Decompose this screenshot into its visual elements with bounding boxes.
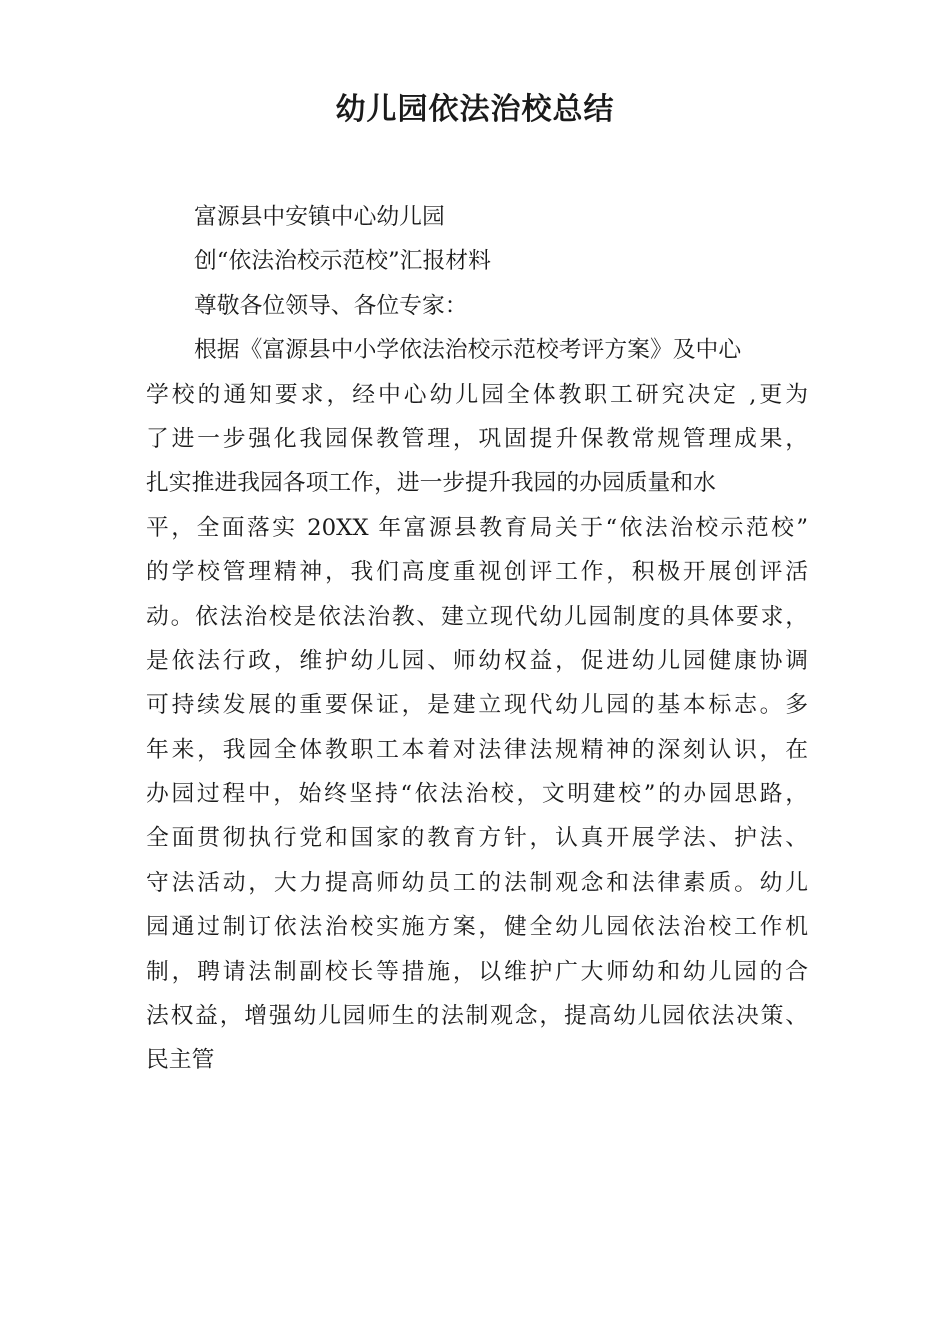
- paragraph-line: 学校的通知要求，经中心幼儿园全体教职工研究决定 ,更为: [146, 381, 808, 408]
- paragraph-line: 的学校管理精神，我们高度重视创评工作，积极开展创评活: [146, 559, 808, 586]
- paragraph-line: 园通过制订依法治校实施方案，健全幼儿园依法治校工作机: [146, 914, 808, 941]
- paragraph-line: 动。依法治校是依法治教、建立现代幼儿园制度的具体要求，: [146, 603, 808, 630]
- document-title: 幼儿园依法治校总结: [335, 92, 615, 127]
- paragraph-line: 制，聘请法制副校长等措施，以维护广大师幼和幼儿园的合: [146, 958, 808, 985]
- paragraph-line: 年来，我园全体教职工本着对法律法规精神的深刻认识，在: [146, 736, 808, 763]
- paragraph-line: 守法活动，大力提高师幼员工的法制观念和法律素质。幼儿: [146, 869, 808, 896]
- header-line-salutation: 尊敬各位领导、各位专家：: [194, 292, 468, 319]
- paragraph-line: 平，全面落实 20XX 年富源县教育局关于“依法治校示范校”: [146, 514, 808, 541]
- header-line-subject: 创“依法治校示范校”汇报材料: [194, 248, 491, 275]
- paragraph-line: 根据《富源县中小学依法治校示范校考评方案》及中心: [194, 337, 742, 364]
- paragraph-line: 民主管: [146, 1047, 215, 1074]
- paragraph-line: 了进一步强化我园保教管理，巩固提升保教常规管理成果，: [146, 425, 808, 452]
- paragraph-line: 可持续发展的重要保证，是建立现代幼儿园的基本标志。多: [146, 692, 808, 719]
- paragraph-line: 全面贯彻执行党和国家的教育方针，认真开展学法、护法、: [146, 825, 808, 852]
- paragraph-line: 是依法行政，维护幼儿园、师幼权益，促进幼儿园健康协调: [146, 647, 808, 674]
- header-line-org: 富源县中安镇中心幼儿园: [194, 204, 445, 230]
- paragraph-line: 办园过程中，始终坚持“依法治校，文明建校”的办园思路，: [146, 781, 808, 808]
- document-body: [146, 195, 808, 1083]
- paragraph-line: 扎实推进我园各项工作，进一步提升我园的办园质量和水: [146, 470, 716, 497]
- paragraph-line: 法权益，增强幼儿园师生的法制观念，提高幼儿园依法决策、: [146, 1003, 808, 1030]
